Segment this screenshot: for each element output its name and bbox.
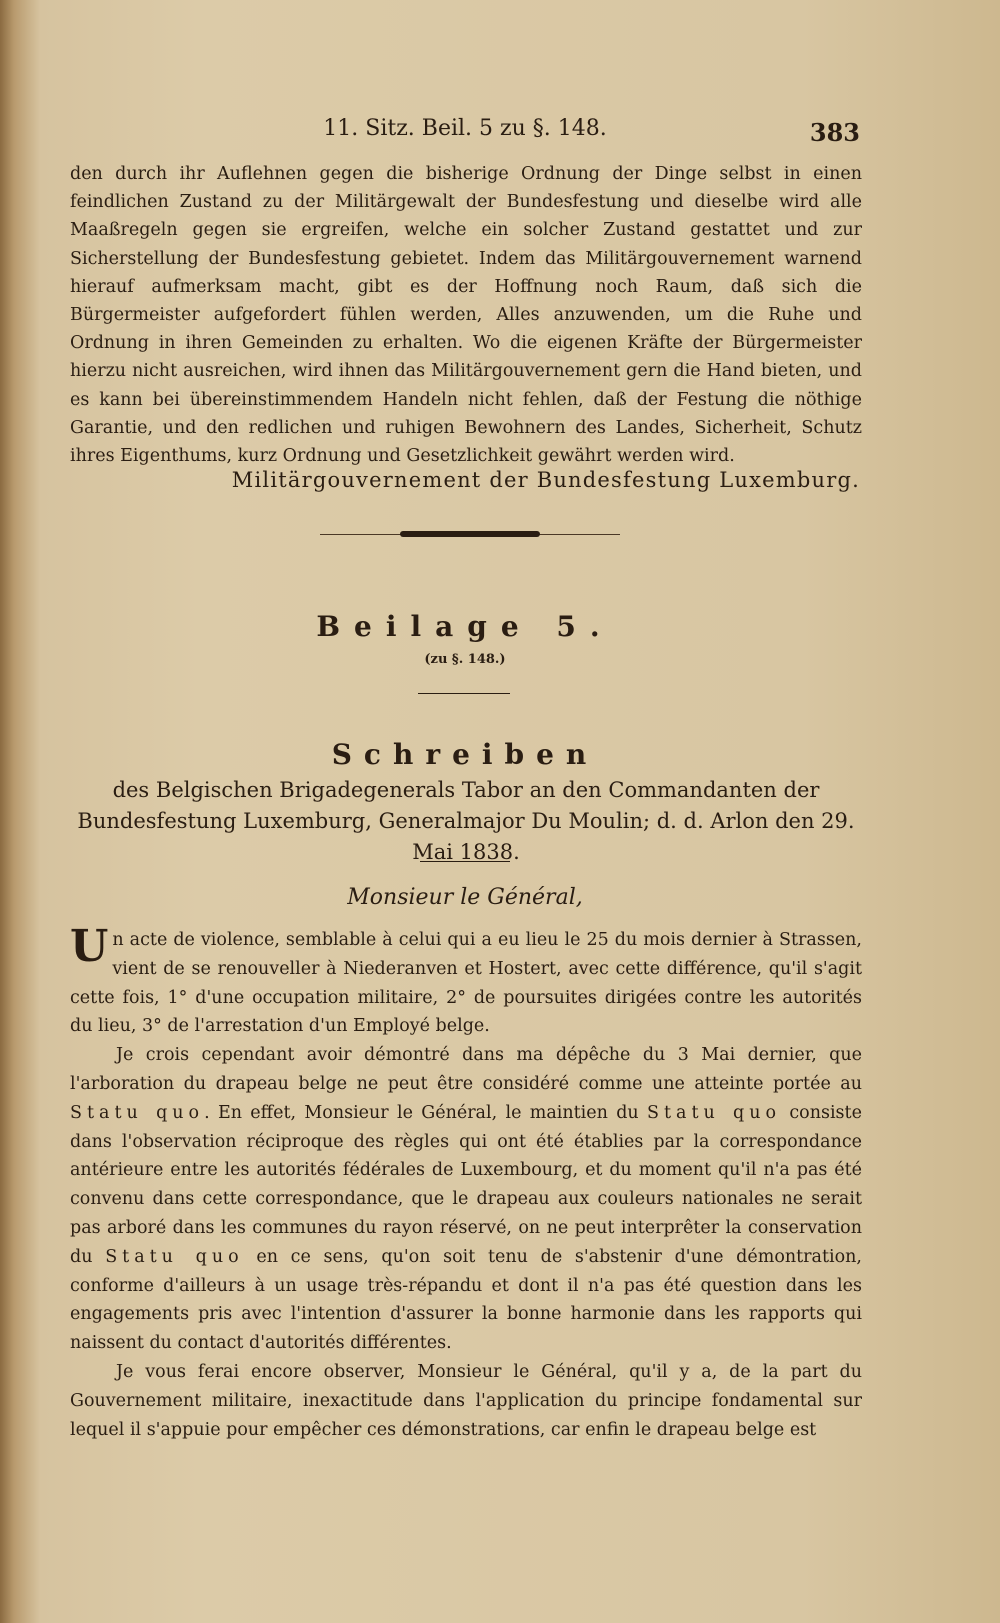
statu-quo-term: Statu quo xyxy=(105,1246,244,1267)
ornamental-rule xyxy=(320,528,620,540)
section-divider xyxy=(418,693,510,694)
paragraph-2-text-d: en ce sens, qu'on soit tenu de s'abstenir d'une démontration, conforme d'ailleurs à un usage très-répandu et dont il n'a pas été question dans les engagements pris avec l'intention d'assurer la bonne harmonie dans les rapports qui naissent du contact d'autorités différentes. xyxy=(70,1246,862,1354)
paragraph-2-text-b: . En effet, Monsieur le Général, le maintien du xyxy=(204,1102,639,1123)
letter-subheading: des Belgischen Brigadegenerals Tabor an den Commandanten der Bundesfestung Luxemburg, Generalmajor Du Moulin; d. d. Arlon den 29. Mai 1838. xyxy=(77,778,855,864)
paragraph-2-text-a: Je crois cependant avoir démontré dans ma dépêche du 3 Mai dernier, que l'arboration du drapeau belge ne peut être considéré comme une atteinte portée au xyxy=(70,1045,862,1094)
french-letter-body xyxy=(70,921,862,1444)
paragraph-1-text: n acte de violence, semblable à celui qui a eu lieu le 25 du mois dernier à Strassen, vient de se renouveller à Niederanven et Hostert, avec cette différence, qu'il s'agit cette fois, 1° d'une occupation militaire, 2° de poursuites dirigées contre les autorités du lieu, 3° de l'arrestation d'un Employé belge. xyxy=(70,930,862,1037)
german-paragraph: den durch ihr Auflehnen gegen die bisherige Ordnung der Dinge selbst in einen feindlichen Zustand zu der Militärgewalt der Bundesfestung und dieselbe wird alle Maaßregeln gegen sie ergreifen, welche ein solcher Zustand gestattet und zur Sicherstellung der Bundesfestung gebietet. Indem das Militärgouvernement warnend hierauf aufmerksam macht, gibt es der Hoffnung noch Raum, daß sich die Bürgermeister aufgefordert fühlen werden, Alles anzuwenden, um die Ruhe und Ordnung in ihren Gemeinden zu erhalten. Wo die eigenen Kräfte der Bürgermeister hierzu nicht ausreichen, wird ihnen das Militärgouvernement gern die Hand bieten, und es kann bei übereinstimmendem Handeln nicht fehlen, daß der Festung die nöthige Garantie, und den redlichen und ruhigen Bewohnern des Landes, Sicherheit, Schutz ihres Eigenthums, kurz Ordnung und Gesetzlichkeit gewährt werden wird. xyxy=(70,164,862,467)
running-title: 11. Sitz. Beil. 5 zu §. 148. xyxy=(323,116,607,141)
rule-ornament-center xyxy=(400,531,540,537)
letter-heading: Schreiben xyxy=(331,738,599,771)
drop-cap: U xyxy=(70,921,109,972)
salutation: Monsieur le Général, xyxy=(347,885,583,910)
statu-quo-term: Statu quo xyxy=(646,1102,782,1123)
beilage-title: Beilage 5. xyxy=(316,610,614,643)
beilage-reference: (zu §. 148.) xyxy=(424,652,506,667)
statu-quo-term: Statu quo xyxy=(70,1102,205,1123)
paragraph-2-text-c: consiste dans l'observation réciproque des règles qui ont été établies par la correspondance antérieure entre les autorités fédérales de Luxembourg, et du moment qu'il n'a pas été convenu dans cette correspondance, que le drapeau aux couleurs nationales ne serait pas arboré dans les communes du rayon réservé, on ne peut interprêter la conservation du xyxy=(70,1102,862,1267)
letter-paragraph-3: Je vous ferai encore observer, Monsieur le Général, qu'il y a, de la part du Gouvernement militaire, inexactitude dans l'application du principe fondamental sur lequel il s'appuie pour empêcher ces démonstrations, car enfin le drapeau belge est xyxy=(70,1361,862,1440)
letter-paragraph-2 xyxy=(70,1041,862,1358)
page-header xyxy=(70,112,860,152)
page-number: 383 xyxy=(809,118,860,147)
letter-divider xyxy=(420,861,510,862)
letter-paragraph-1 xyxy=(70,921,862,1041)
signature-line: Militärgouvernement der Bundesfestung Luxemburg. xyxy=(231,468,860,492)
